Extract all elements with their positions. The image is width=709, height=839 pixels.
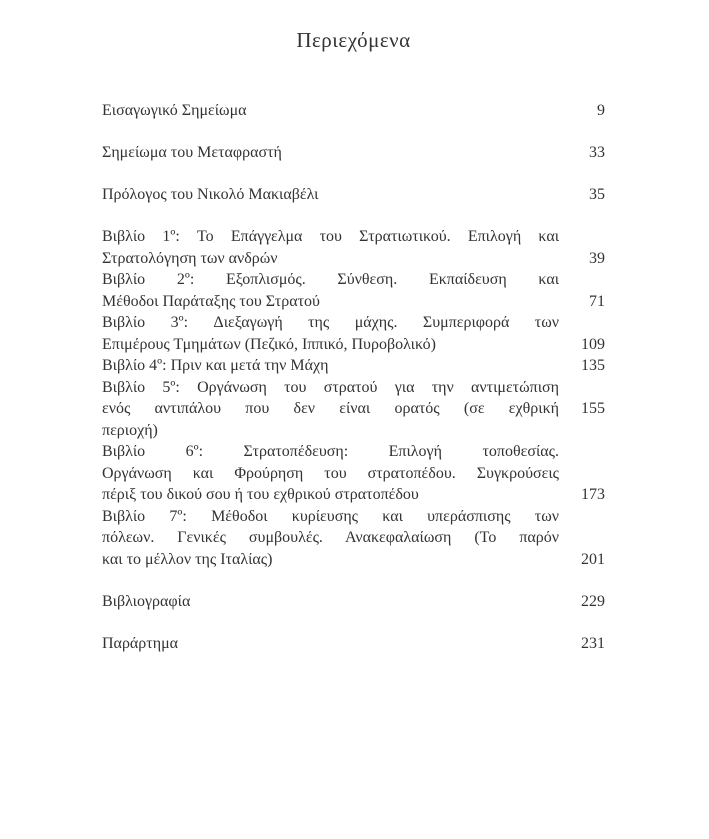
page-number: 155 xyxy=(581,400,605,417)
toc-entry-book-1 xyxy=(102,226,605,269)
toc-entry-line: Βιβλίο 6º: Στρατοπέδευση: Επιλογή τοποθεσίας. xyxy=(102,443,559,460)
toc-entry-line: Βιβλίο 2º: Εξοπλισμός. Σύνθεση. Εκπαίδευση και xyxy=(102,271,559,288)
toc-entry-translator-note xyxy=(102,142,605,164)
toc-entry-line: Πρόλογος του Νικολό Μακιαβέλι xyxy=(102,186,319,203)
toc-entry-book-3 xyxy=(102,312,605,355)
toc-entry-line: Εισαγωγικό Σημείωμα xyxy=(102,102,247,119)
toc-entry-line: Οργάνωση και Φρούρηση του στρατοπέδου. Συγκρούσεις xyxy=(102,464,559,482)
table-of-contents xyxy=(102,100,605,654)
toc-entry-line: Μέθοδοι Παράταξης του Στρατού xyxy=(102,292,320,310)
toc-entry-line: και το μέλλον της Ιταλίας) xyxy=(102,550,273,568)
toc-entry-book-2 xyxy=(102,269,605,312)
toc-entry-line: πόλεων. Γενικές συμβουλές. Ανακεφαλαίωση (Το παρόν xyxy=(102,529,559,546)
page-number: 33 xyxy=(589,144,605,161)
toc-entry-line: Σημείωμα του Μεταφραστή xyxy=(102,144,282,161)
toc-entry-book-7 xyxy=(102,506,605,571)
page-number: 173 xyxy=(581,486,605,503)
toc-entry-line: Βιβλίο 5º: Οργάνωση του στρατού για την αντιμετώπιση xyxy=(102,378,559,396)
toc-entry-line: πέριξ του δικού σου ή του εχθρικού στρατοπέδου xyxy=(102,486,419,503)
toc-entry-appendix xyxy=(102,633,605,655)
page-title: Περιεχόμενα xyxy=(296,28,411,52)
toc-entry-bibliography xyxy=(102,591,605,613)
page-number: 109 xyxy=(581,335,605,353)
page-number: 71 xyxy=(589,292,605,310)
page-number: 201 xyxy=(581,550,605,568)
page-number: 35 xyxy=(589,186,605,203)
page-number: 9 xyxy=(597,102,605,119)
toc-entry-book-6 xyxy=(102,441,605,506)
toc-entry-line: Βιβλίο 1º: Το Επάγγελμα του Στρατιωτικού. Επιλογή και xyxy=(102,228,559,245)
toc-entry-line: ενός αντιπάλου που δεν είναι ορατός (σε εχθρική xyxy=(102,400,559,417)
page-number: 231 xyxy=(581,634,605,652)
toc-entry-line: Βιβλίο 3º: Διεξαγωγή της μάχης. Συμπεριφορά των xyxy=(102,314,559,331)
page-number: 135 xyxy=(581,357,605,374)
toc-entry-line: Παράρτημα xyxy=(102,634,179,652)
page-number: 39 xyxy=(589,249,605,267)
toc-entry-intro-note xyxy=(102,100,605,122)
toc-entry-line: Βιβλίο 7º: Μέθοδοι κυρίευσης και υπεράσπισης των xyxy=(102,507,559,525)
toc-entry-line: Βιβλίο 4º: Πριν και μετά την Μάχη xyxy=(102,357,329,374)
toc-entry-prologue xyxy=(102,184,605,206)
page-number: 229 xyxy=(581,592,605,610)
toc-entry-line: περιοχή) xyxy=(102,421,158,439)
toc-entry-book-4 xyxy=(102,355,605,377)
toc-entry-line: Στρατολόγηση των ανδρών xyxy=(102,249,278,267)
toc-entry-line: Επιμέρους Τμημάτων (Πεζικό, Ιππικό, Πυροβολικό) xyxy=(102,335,436,353)
toc-entry-book-5 xyxy=(102,377,605,442)
toc-entry-line: Βιβλιογραφία xyxy=(102,592,191,610)
